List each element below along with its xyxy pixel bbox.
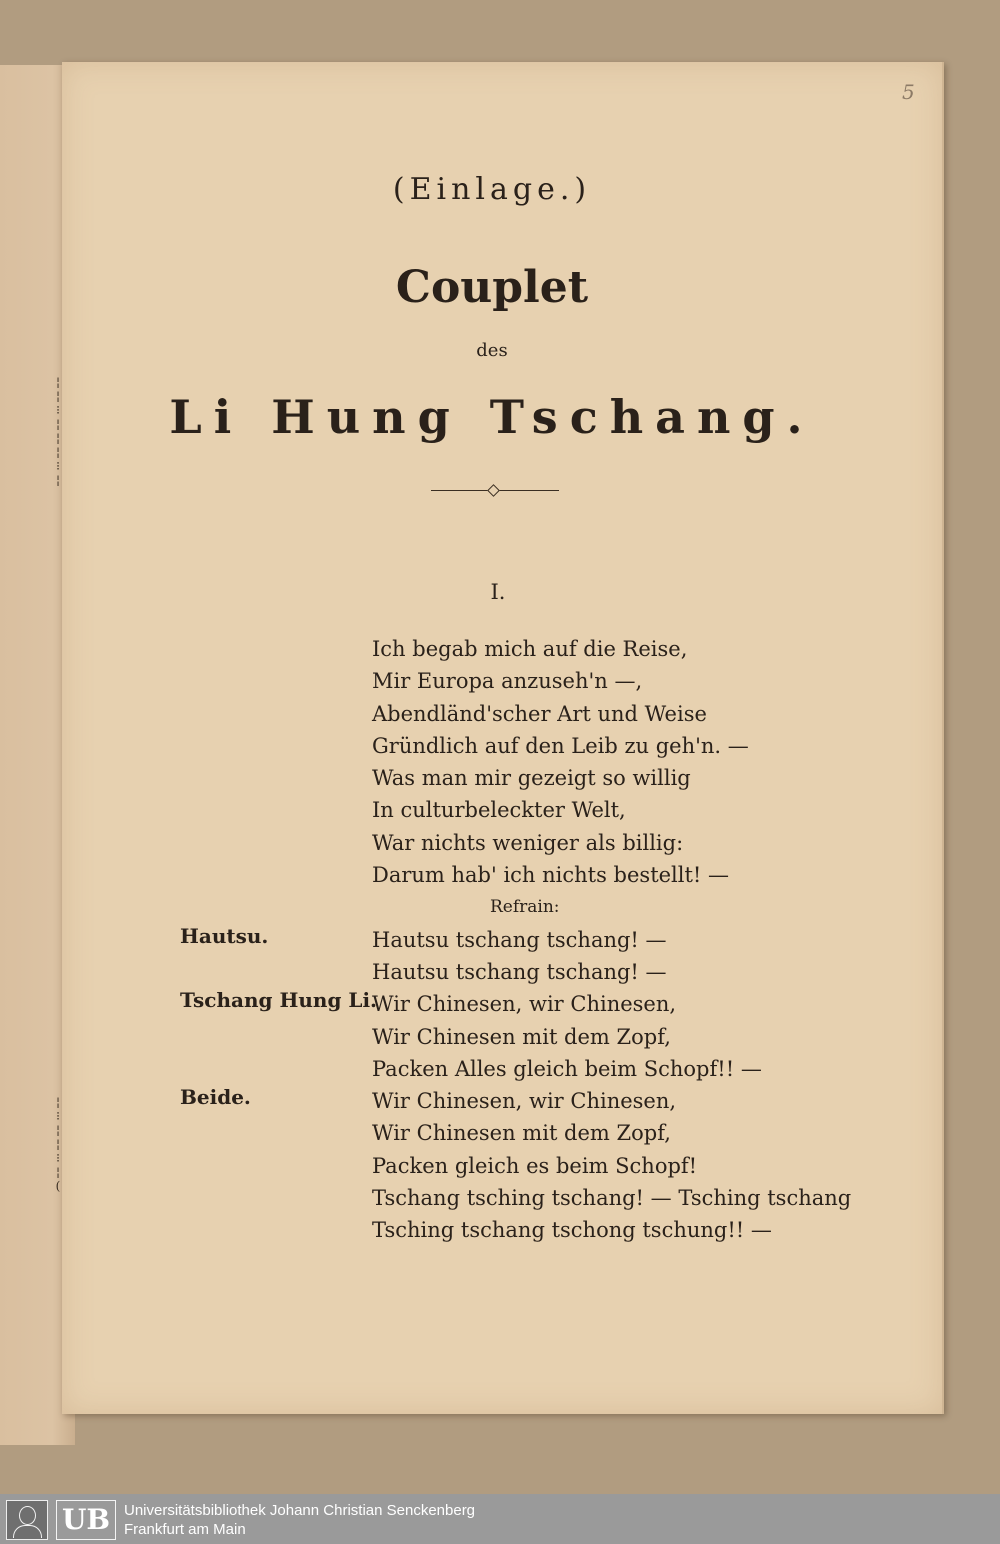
refrain-line: Tschang tsching tschang! — Tsching tschang [372,1186,852,1211]
verse-line: Mir Europa anzuseh'n —, [372,669,643,694]
refrain-line: Tsching tschang tschong tschung!! — [372,1218,772,1243]
refrain-line: Hautsu tschang tschang! — [372,927,667,952]
refrain-line: Hautsu tschang tschang! — [372,959,667,984]
speaker-beide: Beide. [180,1085,251,1109]
refrain-line: Wir Chinesen mit dem Zopf, [372,1121,671,1146]
refrain-line: Wir Chinesen, wir Chinesen, [372,1089,677,1114]
character-name: Li Hung Tschang. [169,390,815,444]
binding-mark: ¦ ¦ ⁝ ¦ ¦ ¦ ⁝ ¦ [55,375,61,487]
refrain-line: Packen gleich es beim Schopf! [372,1153,698,1178]
verse-line: War nichts weniger als billig: [372,830,684,855]
library-logo[interactable] [6,1500,114,1538]
page-number: 5 [902,80,915,104]
book-page [62,62,944,1414]
insert-heading: (Einlage.) [392,172,592,207]
footer-caption [124,1501,475,1539]
refrain-label: Refrain: [490,897,560,918]
verse-line: Ich begab mich auf die Reise, [372,637,688,661]
verse-line: Was man mir gezeigt so willig [372,766,691,791]
speaker-hautsu: Hautsu. [180,924,269,948]
library-name: Universitätsbibliothek Johann Christian Senckenberg [124,1502,476,1519]
refrain-line: Packen Alles gleich beim Schopf!! — [372,1056,762,1081]
binding-mark: ¦ ⁝ ¦ ¦ ⁝ ¦ ( [55,1095,61,1193]
verse-line: Abendländ'scher Art und Weise [372,701,707,726]
library-location: Frankfurt am Main [124,1521,246,1538]
page-title: Couplet [395,262,589,313]
stanza-number: I. [490,580,506,604]
verse-line: Gründlich auf den Leib zu geh'n. — [372,733,749,758]
ub-logo-text: UB [56,1500,116,1540]
refrain-line: Wir Chinesen mit dem Zopf, [372,1024,671,1049]
diamond-icon [487,484,500,497]
verse-block [372,633,851,1247]
verse-line: In culturbeleckter Welt, [372,798,626,823]
speaker-tschang: Tschang Hung Li. [180,988,378,1012]
refrain-line: Wir Chinesen, wir Chinesen, [372,992,677,1017]
library-footer [0,1494,1000,1544]
title-connector: des [476,340,508,361]
bust-icon [6,1500,48,1540]
verse-line: Darum hab' ich nichts bestellt! — [372,863,730,888]
ornament-divider [431,490,559,491]
